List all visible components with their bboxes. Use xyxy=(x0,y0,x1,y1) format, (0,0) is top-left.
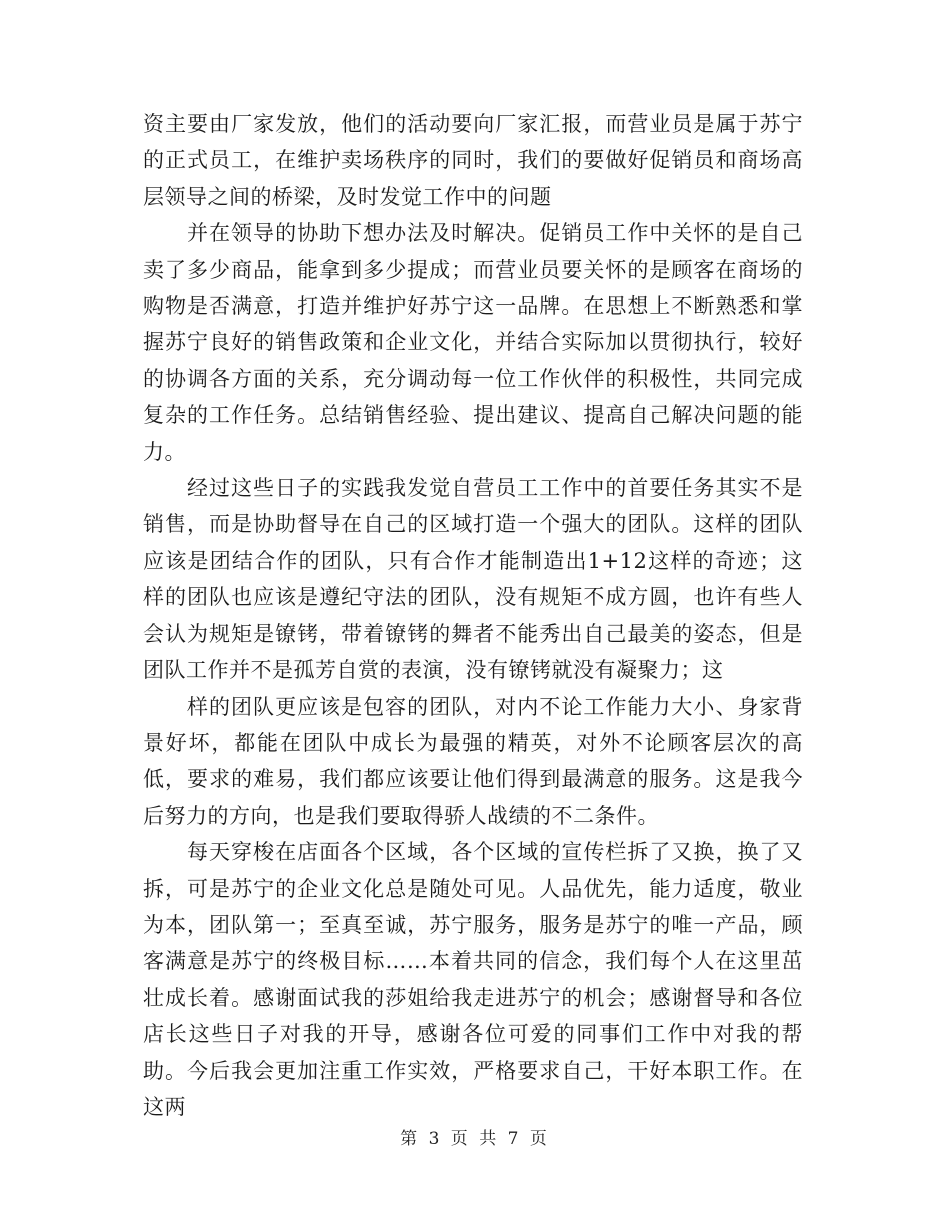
paragraph: 样的团队更应该是包容的团队，对内不论工作能力大小、身家背景好坏，都能在团队中成长为最强的精英，对外不论顾客层次的高低，要求的难易，我们都应该要让他们得到最满意的服务。这是我今后努力的方向，也是我们要取得骄人战绩的不二条件。 xyxy=(143,694,803,828)
paragraph: 每天穿梭在店面各个区域，各个区域的宣传栏拆了又换，换了又拆，可是苏宁的企业文化总是随处可见。人品优先，能力适度，敬业为本，团队第一；至真至诚，苏宁服务，服务是苏宁的唯一产品，顾客满意是苏宁的终极目标……本着共同的信念，我们每个人在这里茁壮成长着。感谢面试我的莎姐给我走进苏宁的机会；感谢督导和各位店长这些日子对我的开导，感谢各位可爱的同事们工作中对我的帮助。今后我会更加注重工作实效，严格要求自己，干好本职工作。在这两 xyxy=(143,840,803,1119)
paragraph: 资主要由厂家发放，他们的活动要向厂家汇报，而营业员是属于苏宁的正式员工，在维护卖场秩序的同时，我们的要做好促销员和商场高层领导之间的桥梁，及时发觉工作中的问题 xyxy=(143,112,803,209)
paragraph: 并在领导的协助下想办法及时解决。促销员工作中关怀的是自己卖了多少商品，能拿到多少提成；而营业员要关怀的是顾客在商场的购物是否满意，打造并维护好苏宁这一品牌。在思想上不断熟悉和掌握苏宁良好的销售政策和企业文化，并结合实际加以贯彻执行，较好的协调各方面的关系，充分调动每一位工作伙伴的积极性，共同完成复杂的工作任务。总结销售经验、提出建议、提高自己解决问题的能力。 xyxy=(143,221,803,464)
page-footer: 第 3 页 共 7 页 xyxy=(400,1129,550,1149)
body-text xyxy=(143,106,803,1125)
paragraph: 经过这些日子的实践我发觉自营员工工作中的首要任务其实不是销售，而是协助督导在自己的区域打造一个强大的团队。这样的团队应该是团结合作的团队，只有合作才能制造出1+12这样的奇迹；这样的团队也应该是遵纪守法的团队，没有规矩不成方圆，也许有些人会认为规矩是镣铐，带着镣铐的舞者不能秀出自己最美的姿态，但是团队工作并不是孤芳自赏的表演，没有镣铐就没有凝聚力；这 xyxy=(143,476,803,683)
